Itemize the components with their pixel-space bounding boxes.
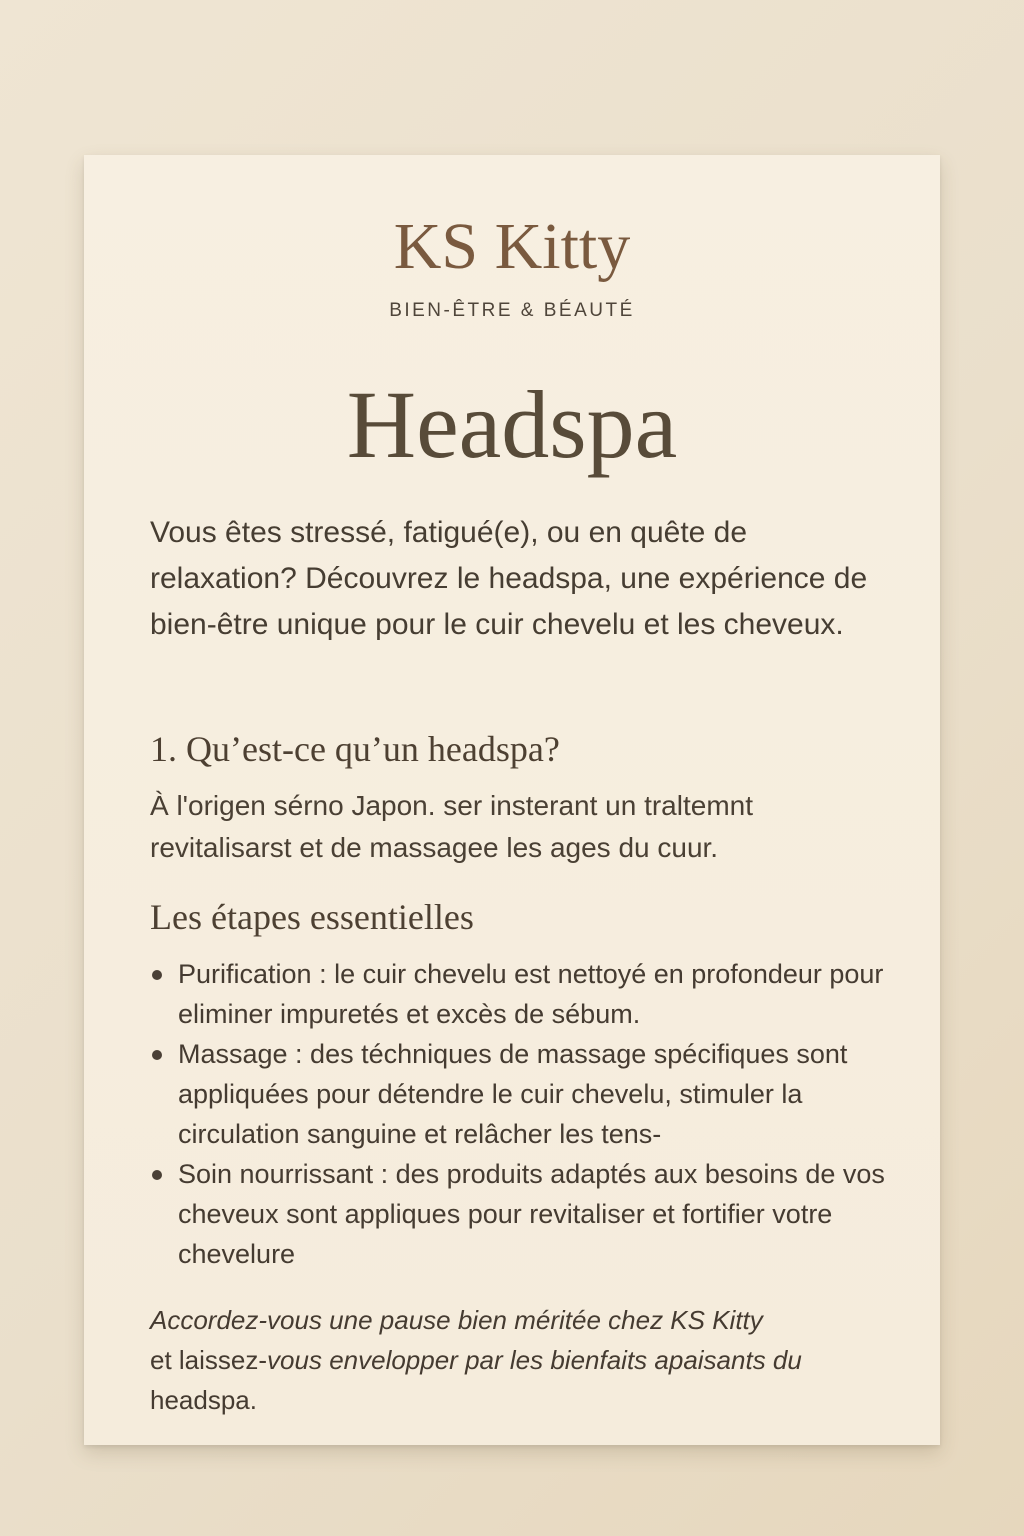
closing-line-3: headspa.	[150, 1385, 257, 1415]
step-text: Soin nourrissant : des produits adaptés aux besoins de vos cheveux sont appliques pour revitaliser et fortifier votre chevelure	[178, 1159, 885, 1269]
bullet-icon	[152, 1170, 162, 1180]
flyer-card	[84, 155, 940, 1445]
bullet-icon	[152, 970, 162, 980]
closing-line-1: Accordez-vous une pause bien méritée chez KS Kitty	[150, 1305, 763, 1335]
closing-line-2-prefix: et laissez-	[150, 1345, 268, 1375]
brand-tagline: BIEN-ÊTRE & BÉAUTÉ	[389, 300, 635, 321]
closing-message	[150, 1300, 910, 1420]
section-heading-essential-steps: Les étapes essentielles	[150, 897, 474, 937]
section-heading-what-is-headspa: 1. Qu’est-ce qu’un headspa?	[150, 729, 560, 769]
step-text: Purification : le cuir chevelu est nettoyé en profondeur pour eliminer impuretés et excès de sébum.	[178, 959, 884, 1029]
step-text: Massage : des téchniques de massage spécifiques sont appliquées pour détendre le cuir chevelu, stimuler la circulation sanguine et relâcher les tens-	[178, 1039, 848, 1149]
section-body-what-is-headspa: À l'origen sérno Japon. ser insterant un traltemnt revitalisarst et de massagee les ages du cuur.	[150, 790, 753, 863]
step-item-massage	[150, 1034, 930, 1154]
step-item-nourishing-care	[150, 1154, 930, 1274]
bullet-icon	[152, 1050, 162, 1060]
page-title: Headspa	[346, 371, 678, 478]
closing-line-2	[150, 1340, 910, 1380]
closing-line-2-italic: vous envelopper par les bienfaits apaisants du	[267, 1345, 802, 1375]
step-item-purification	[150, 954, 930, 1034]
intro-paragraph: Vous êtes stressé, fatigué(e), ou en quête de relaxation? Découvrez le headspa, une expérience de bien-être unique pour le cuir chevelu et les cheveux.	[150, 516, 868, 641]
brand-name: KS Kitty	[393, 210, 631, 283]
steps-list	[150, 954, 930, 1274]
